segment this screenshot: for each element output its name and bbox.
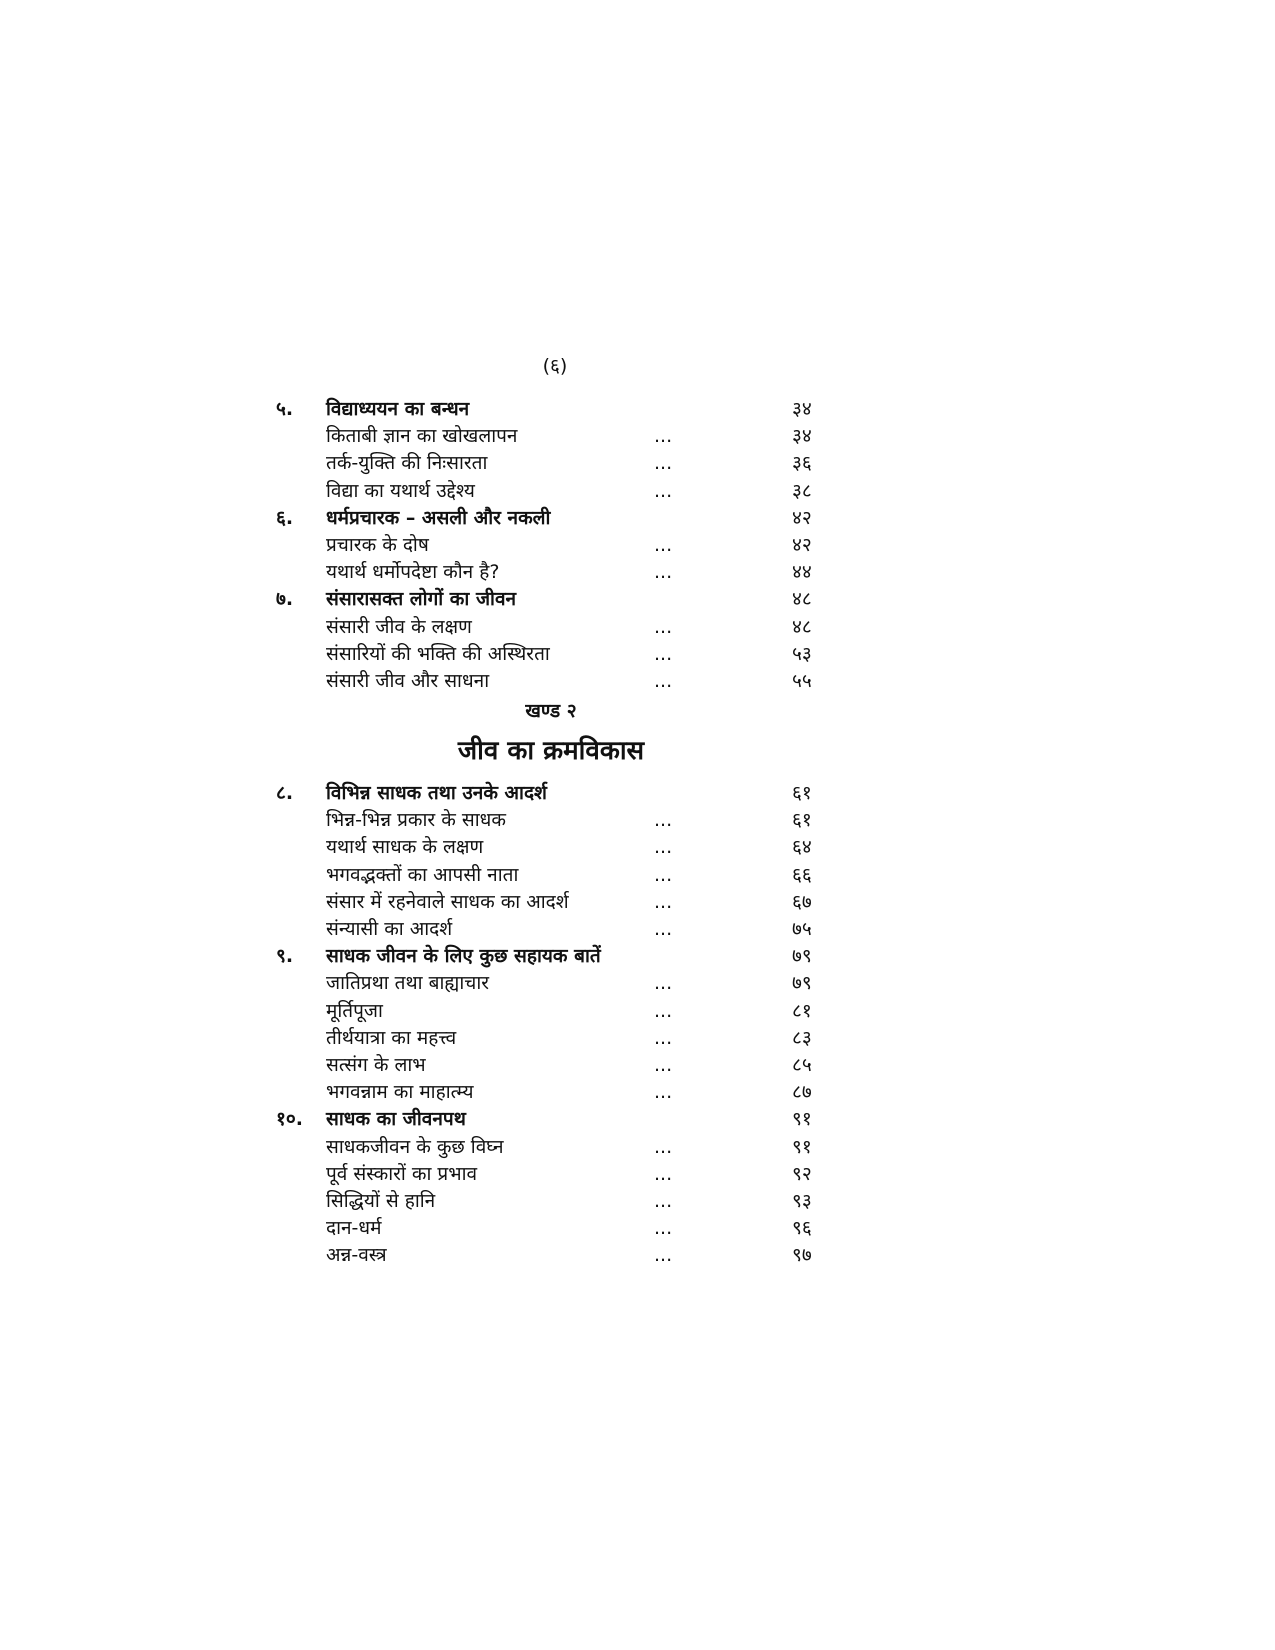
toc-chapter-row bbox=[276, 943, 816, 970]
leader-dots: ... bbox=[654, 669, 673, 692]
page-ref: ५३ bbox=[792, 642, 812, 665]
entry-title: यथार्थ साधक के लक्षण bbox=[326, 836, 484, 859]
page-ref: ९६ bbox=[792, 1217, 812, 1240]
chapter-title: धर्मप्रचारक – असली और नकली bbox=[326, 506, 551, 529]
page-ref: ८७ bbox=[792, 1081, 812, 1104]
chapter-title: विभिन्न साधक तथा उनके आदर्श bbox=[326, 782, 547, 805]
page-ref: ६१ bbox=[792, 809, 812, 832]
entry-title: संसारी जीव और साधना bbox=[326, 669, 490, 692]
chapter-number: ७. bbox=[276, 588, 294, 611]
page-ref: ९१ bbox=[792, 1108, 812, 1131]
leader-dots: ... bbox=[654, 1244, 673, 1267]
toc-entry-row bbox=[276, 423, 816, 450]
entry-title: सिद्धियों से हानि bbox=[326, 1189, 436, 1212]
chapter-number: ८. bbox=[276, 782, 294, 805]
toc-entry-row bbox=[276, 1025, 816, 1052]
leader-dots: ... bbox=[654, 836, 673, 859]
toc-entry-row bbox=[276, 532, 816, 559]
section-header bbox=[276, 695, 816, 780]
toc-entry-row bbox=[276, 614, 816, 641]
entry-title: संसारियों की भक्ति की अस्थिरता bbox=[326, 642, 550, 665]
section-label: खण्ड २ bbox=[525, 700, 577, 723]
leader-dots: ... bbox=[654, 425, 673, 448]
toc-part-2 bbox=[276, 780, 816, 1269]
toc-entry-row bbox=[276, 478, 816, 505]
leader-dots: ... bbox=[654, 1135, 673, 1158]
toc-entry-row bbox=[276, 1188, 816, 1215]
page-ref: ८३ bbox=[792, 1026, 812, 1049]
page-ref: ९३ bbox=[792, 1189, 812, 1212]
page-ref: ९२ bbox=[792, 1162, 812, 1185]
entry-title: जातिप्रथा तथा बाह्याचार bbox=[326, 972, 490, 995]
leader-dots: ... bbox=[654, 479, 673, 502]
page-ref: ८५ bbox=[792, 1053, 812, 1076]
toc-entry-row bbox=[276, 970, 816, 997]
page-ref: ३६ bbox=[792, 452, 812, 475]
toc-chapter-row bbox=[276, 1106, 816, 1133]
entry-title: साधकजीवन के कुछ विघ्न bbox=[326, 1135, 504, 1158]
page-ref: ४४ bbox=[792, 561, 812, 584]
entry-title: पूर्व संस्कारों का प्रभाव bbox=[326, 1162, 478, 1185]
leader-dots: ... bbox=[654, 972, 673, 995]
toc-entry-row bbox=[276, 1242, 816, 1269]
leader-dots: ... bbox=[654, 533, 673, 556]
leader-dots: ... bbox=[654, 999, 673, 1022]
toc-entry-row bbox=[276, 916, 816, 943]
toc-entry-row bbox=[276, 807, 816, 834]
entry-title: प्रचारक के दोष bbox=[326, 533, 429, 556]
entry-title: यथार्थ धर्मोपदेष्टा कौन है? bbox=[326, 561, 500, 584]
table-of-contents bbox=[276, 396, 816, 1269]
leader-dots: ... bbox=[654, 1026, 673, 1049]
toc-entry-row bbox=[276, 862, 816, 889]
toc-entry-row bbox=[276, 1161, 816, 1188]
toc-entry-row bbox=[276, 641, 816, 668]
chapter-title: विद्याध्ययन का बन्धन bbox=[326, 398, 470, 420]
leader-dots: ... bbox=[654, 890, 673, 913]
chapter-title: साधक का जीवनपथ bbox=[326, 1108, 466, 1131]
page-ref: ४२ bbox=[792, 506, 812, 529]
page-ref: ३४ bbox=[792, 398, 812, 420]
chapter-number: ९. bbox=[276, 945, 294, 968]
entry-title: मूर्तिपूजा bbox=[326, 999, 383, 1022]
toc-entry-row bbox=[276, 450, 816, 477]
page-ref: ४२ bbox=[792, 533, 812, 556]
chapter-title: साधक जीवन के लिए कुछ सहायक बातें bbox=[326, 945, 601, 968]
page-ref: ४८ bbox=[792, 588, 812, 611]
page-ref: ९१ bbox=[792, 1135, 812, 1158]
page-ref: ७९ bbox=[792, 945, 812, 968]
leader-dots: ... bbox=[654, 615, 673, 638]
toc-chapter-row bbox=[276, 396, 816, 423]
chapter-number: ६. bbox=[276, 506, 294, 529]
toc-entry-row bbox=[276, 559, 816, 586]
toc-chapter-row bbox=[276, 780, 816, 807]
toc-entry-row bbox=[276, 1134, 816, 1161]
leader-dots: ... bbox=[654, 1081, 673, 1104]
page-ref: ७९ bbox=[792, 972, 812, 995]
leader-dots: ... bbox=[654, 1189, 673, 1212]
page-ref: ७५ bbox=[792, 918, 812, 940]
entry-title: भगवन्नाम का माहात्म्य bbox=[326, 1081, 474, 1104]
page-ref: ३८ bbox=[792, 479, 812, 502]
page-ref: ६१ bbox=[792, 782, 812, 805]
toc-chapter-row bbox=[276, 586, 816, 613]
entry-title: किताबी ज्ञान का खोखलापन bbox=[326, 425, 518, 448]
leader-dots: ... bbox=[654, 918, 673, 940]
page-number: (६) bbox=[542, 355, 568, 377]
page-ref: ३४ bbox=[792, 425, 812, 448]
entry-title: तीर्थयात्रा का महत्त्व bbox=[326, 1026, 457, 1049]
leader-dots: ... bbox=[654, 809, 673, 832]
leader-dots: ... bbox=[654, 642, 673, 665]
page-ref: ५५ bbox=[792, 669, 812, 692]
leader-dots: ... bbox=[654, 1053, 673, 1076]
page-ref: ८१ bbox=[792, 999, 812, 1022]
entry-title: विद्या का यथार्थ उद्देश्य bbox=[326, 479, 475, 502]
leader-dots: ... bbox=[654, 1162, 673, 1185]
page-ref: ६७ bbox=[792, 890, 812, 913]
chapter-number: १०. bbox=[276, 1108, 303, 1131]
page-ref: ४८ bbox=[792, 615, 812, 638]
entry-title: तर्क-युक्ति की निःसारता bbox=[326, 452, 488, 475]
page-ref: ६६ bbox=[792, 863, 812, 886]
leader-dots: ... bbox=[654, 863, 673, 886]
section-title: जीव का क्रमविकास bbox=[457, 736, 645, 767]
toc-entry-row bbox=[276, 889, 816, 916]
page-ref: ६४ bbox=[792, 836, 812, 859]
chapter-number: ५. bbox=[276, 398, 294, 420]
toc-entry-row bbox=[276, 834, 816, 861]
chapter-title: संसारासक्त लोगों का जीवन bbox=[326, 588, 517, 611]
entry-title: संसारी जीव के लक्षण bbox=[326, 615, 472, 638]
toc-entry-row bbox=[276, 1052, 816, 1079]
page-ref: ९७ bbox=[792, 1244, 812, 1267]
entry-title: भिन्न-भिन्न प्रकार के साधक bbox=[326, 809, 506, 832]
toc-entry-row bbox=[276, 1215, 816, 1242]
toc-part-1 bbox=[276, 396, 816, 695]
toc-entry-row bbox=[276, 668, 816, 695]
toc-entry-row bbox=[276, 1079, 816, 1106]
entry-title: संन्यासी का आदर्श bbox=[326, 918, 453, 940]
entry-title: सत्संग के लाभ bbox=[326, 1053, 426, 1076]
leader-dots: ... bbox=[654, 452, 673, 475]
toc-entry-row bbox=[276, 998, 816, 1025]
entry-title: अन्न-वस्त्र bbox=[326, 1244, 387, 1267]
leader-dots: ... bbox=[654, 1217, 673, 1240]
toc-chapter-row bbox=[276, 505, 816, 532]
entry-title: संसार में रहनेवाले साधक का आदर्श bbox=[326, 890, 569, 913]
entry-title: भगवद्भक्तों का आपसी नाता bbox=[326, 863, 519, 886]
entry-title: दान-धर्म bbox=[326, 1217, 382, 1240]
leader-dots: ... bbox=[654, 561, 673, 584]
